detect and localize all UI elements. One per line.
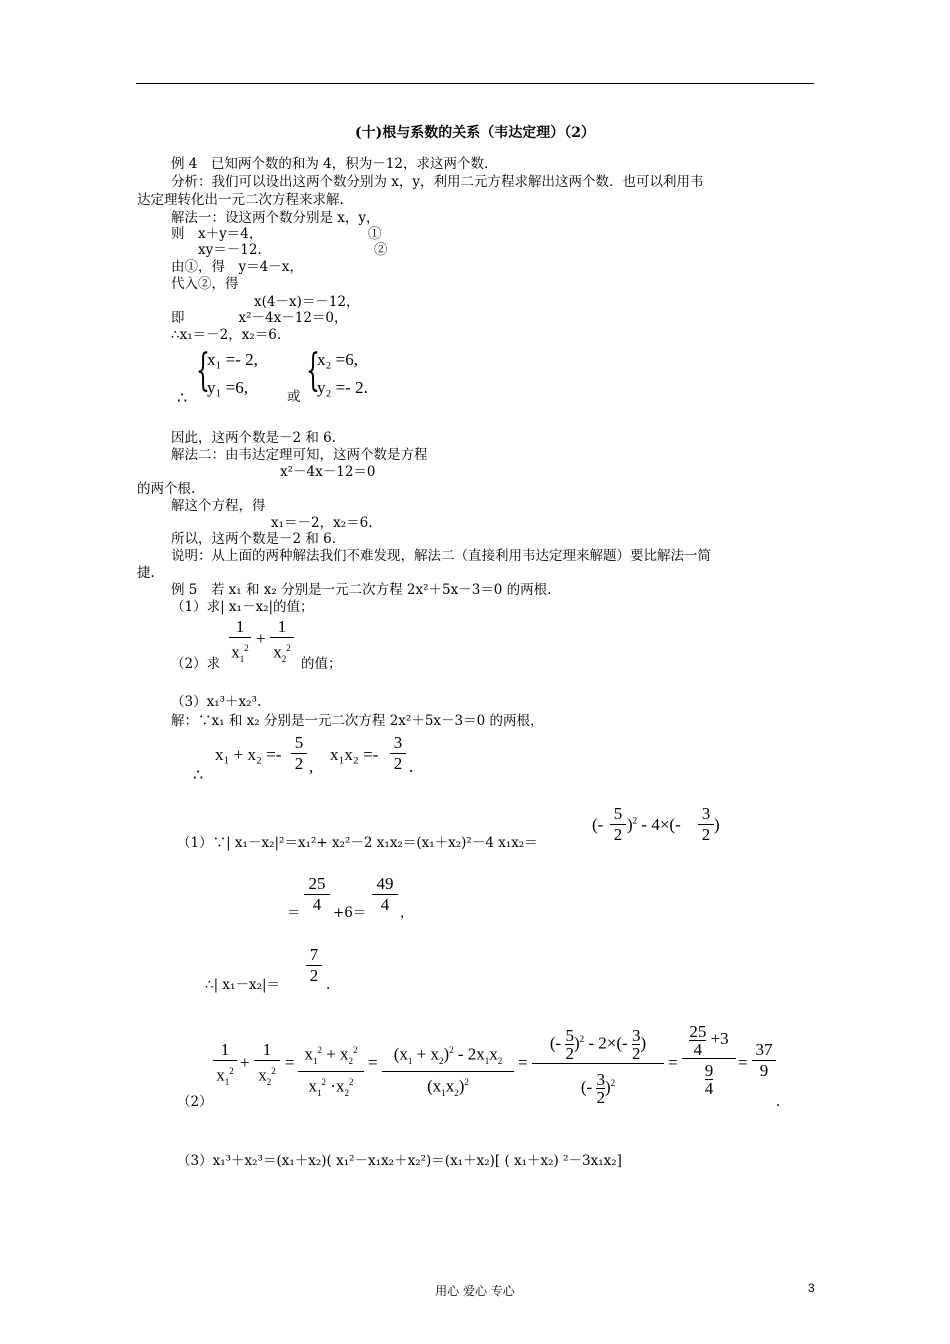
system-1-y: y₁ =6, xyxy=(207,378,249,397)
p2-frac-4: $\frac{(x_1 + x_2)^2 - 2x_1x_2}{(x_1x_2)^2}$ xyxy=(382,1040,514,1103)
vieta-sum-expr: x₁ + x₂ =- xyxy=(215,745,282,764)
solution-1-intro: 解法一：设这两个数分别是 x，y， xyxy=(171,210,380,226)
solution-2-roots: x₁＝－2，x₂＝6. xyxy=(271,515,373,531)
p2-eq-2: = xyxy=(368,1053,378,1072)
system-2-y: y₂ =- 2. xyxy=(317,378,368,397)
p2-eq-3: = xyxy=(518,1053,528,1072)
conclusion-2: 所以，这两个数是－2 和 6. xyxy=(171,531,337,547)
p2-frac-5: (- $\frac{5}{2}$ )$^2$ - 2×(- $\frac{3}{2}$ ) (- $\frac{3}{2}$ )$^2$ xyxy=(532,1020,664,1106)
system-1-x: x₁ =- 2, xyxy=(207,350,258,369)
vieta-product-fraction: $\frac{3}{2}$ xyxy=(390,733,406,774)
part-1-close: ) xyxy=(714,815,720,834)
p2-plus: + xyxy=(240,1053,250,1072)
vieta-sum-fraction: $\frac{5}{2}$ xyxy=(291,733,307,774)
fraction-25-4: $\frac{25}{4}$ xyxy=(304,874,330,915)
part-1-open: (- xyxy=(592,815,604,834)
part-2-label: （2） xyxy=(177,1094,213,1110)
vieta-product-expr: x₁x₂ =- xyxy=(330,745,379,764)
part-1-expression: （1）∵| x₁－x₂|²＝x₁²+ x₂²－2 x₁x₂＝(x₁＋x₂)²－4 x₁x₂＝ xyxy=(177,835,538,851)
part-1-plus-six: +6＝ xyxy=(333,905,367,921)
example-4: 例 4 已知两个数的和为 4，积为－12，求这两个数. xyxy=(171,156,489,172)
note-line-2: 捷. xyxy=(137,565,155,581)
equation-1: 则 x＋y＝4， ① xyxy=(171,226,382,242)
or-word: 或 xyxy=(287,389,301,405)
p2-frac-3: $\frac{x_1^2 + x_2^2}{x_1^2 \cdot x_2^2}$ xyxy=(298,1040,364,1103)
q2-fraction-2: $\frac{1}{x_2^2}$ xyxy=(270,617,294,669)
comma-2: ， xyxy=(400,905,414,921)
comma-1: , xyxy=(309,757,314,776)
roots-line: ∴x₁＝－2，x₂＝6. xyxy=(171,327,282,343)
solution-2-intro: 解法二：由韦达定理可知，这两个数是方程 xyxy=(171,447,428,463)
left-brace-1: { xyxy=(196,345,210,396)
page-number: 3 xyxy=(808,1281,815,1295)
p2-eq-5: = xyxy=(738,1053,748,1072)
part-1-conclusion: ∴| x₁－x₂|＝ xyxy=(205,977,281,993)
note-line-1: 说明：从上面的两种解法我们不难发现，解法二（直接利用韦达定理来解题）要比解法一简 xyxy=(171,548,711,564)
p2-eq-4: = xyxy=(668,1053,678,1072)
p2-frac-2: $\frac{1}{x_2^2}$ xyxy=(254,1040,280,1092)
solution-intro: 解：∵x₁ 和 x₂ 分别是一元二次方程 2x²＋5x－3＝0 的两根， xyxy=(171,713,544,729)
period-2: . xyxy=(326,977,331,993)
fraction-7-2: $\frac{7}{2}$ xyxy=(306,945,322,986)
quadratic-equation: 即 x²－4x－12＝0， xyxy=(171,310,348,326)
part-1-equals: ＝ xyxy=(287,905,301,921)
p2-frac-1: $\frac{1}{x_1^2}$ xyxy=(213,1040,237,1092)
page-title: (十)根与系数的关系（韦达定理）（2） xyxy=(355,125,595,141)
fraction-49-4: $\frac{49}{4}$ xyxy=(372,874,398,915)
question-3: （3）x₁³＋x₂³. xyxy=(171,694,262,710)
p2-frac-6: $\frac{25}{4}$ +3 $\frac{9}{4}$ xyxy=(682,1020,736,1097)
p2-eq-1: = xyxy=(285,1053,295,1072)
q2-fraction-1: $\frac{1}{x_1^2}$ xyxy=(229,617,251,669)
p2-result: $\frac{37}{9}$ xyxy=(752,1040,776,1081)
substitution-1: 由①，得 y＝4－x， xyxy=(171,259,303,275)
question-2: （2）求 xyxy=(171,656,221,672)
q2-plus: + xyxy=(256,629,266,648)
part-1-fraction-b: $\frac{3}{2}$ xyxy=(698,804,714,845)
therefore-symbol: ∴ xyxy=(177,388,188,407)
part-1-fraction-a: $\frac{5}{2}$ xyxy=(610,804,626,845)
header-rule xyxy=(136,83,814,84)
question-2-tail: 的值； xyxy=(301,656,342,672)
system-2-x: x₂ =6, xyxy=(317,350,359,369)
part-1-middle: )$^2$ - 4×(- xyxy=(627,815,681,834)
example-5: 例 5 若 x₁ 和 x₂ 分别是一元二次方程 2x²＋5x－3＝0 的两根. xyxy=(171,582,552,598)
equation-3: x(4－x)＝－12， xyxy=(254,294,360,310)
period-3: . xyxy=(776,1094,781,1110)
therefore-symbol-2: ∴ xyxy=(193,765,204,784)
analysis-line-1: 分析：我们可以设出这两个数分别为 x，y，利用二元方程求解出这两个数．也可以利用韦 xyxy=(171,174,704,190)
equation-2: xy＝－12. ② xyxy=(171,242,388,258)
question-1: （1）求| x₁－x₂|的值； xyxy=(171,599,314,615)
two-roots-text: 的两个根. xyxy=(137,481,196,497)
period-1: . xyxy=(409,757,414,776)
left-brace-2: { xyxy=(306,345,320,396)
analysis-line-2: 达定理转化出一元二次方程来求解. xyxy=(137,192,344,208)
solve-text: 解这个方程，得 xyxy=(171,498,266,514)
page-footer: 用心 爱心 专心 xyxy=(435,1284,515,1298)
conclusion-1: 因此，这两个数是－2 和 6. xyxy=(171,430,337,446)
part-3-expression: （3）x₁³＋x₂³＝(x₁＋x₂)( x₁²－x₁x₂＋x₂²)＝(x₁＋x₂)[ ( x₁＋x₂) ²－3x₁x₂] xyxy=(177,1153,622,1169)
substitution-2: 代入②，得 xyxy=(171,276,239,292)
solution-2-equation: x²－4x－12＝0 xyxy=(280,464,376,480)
